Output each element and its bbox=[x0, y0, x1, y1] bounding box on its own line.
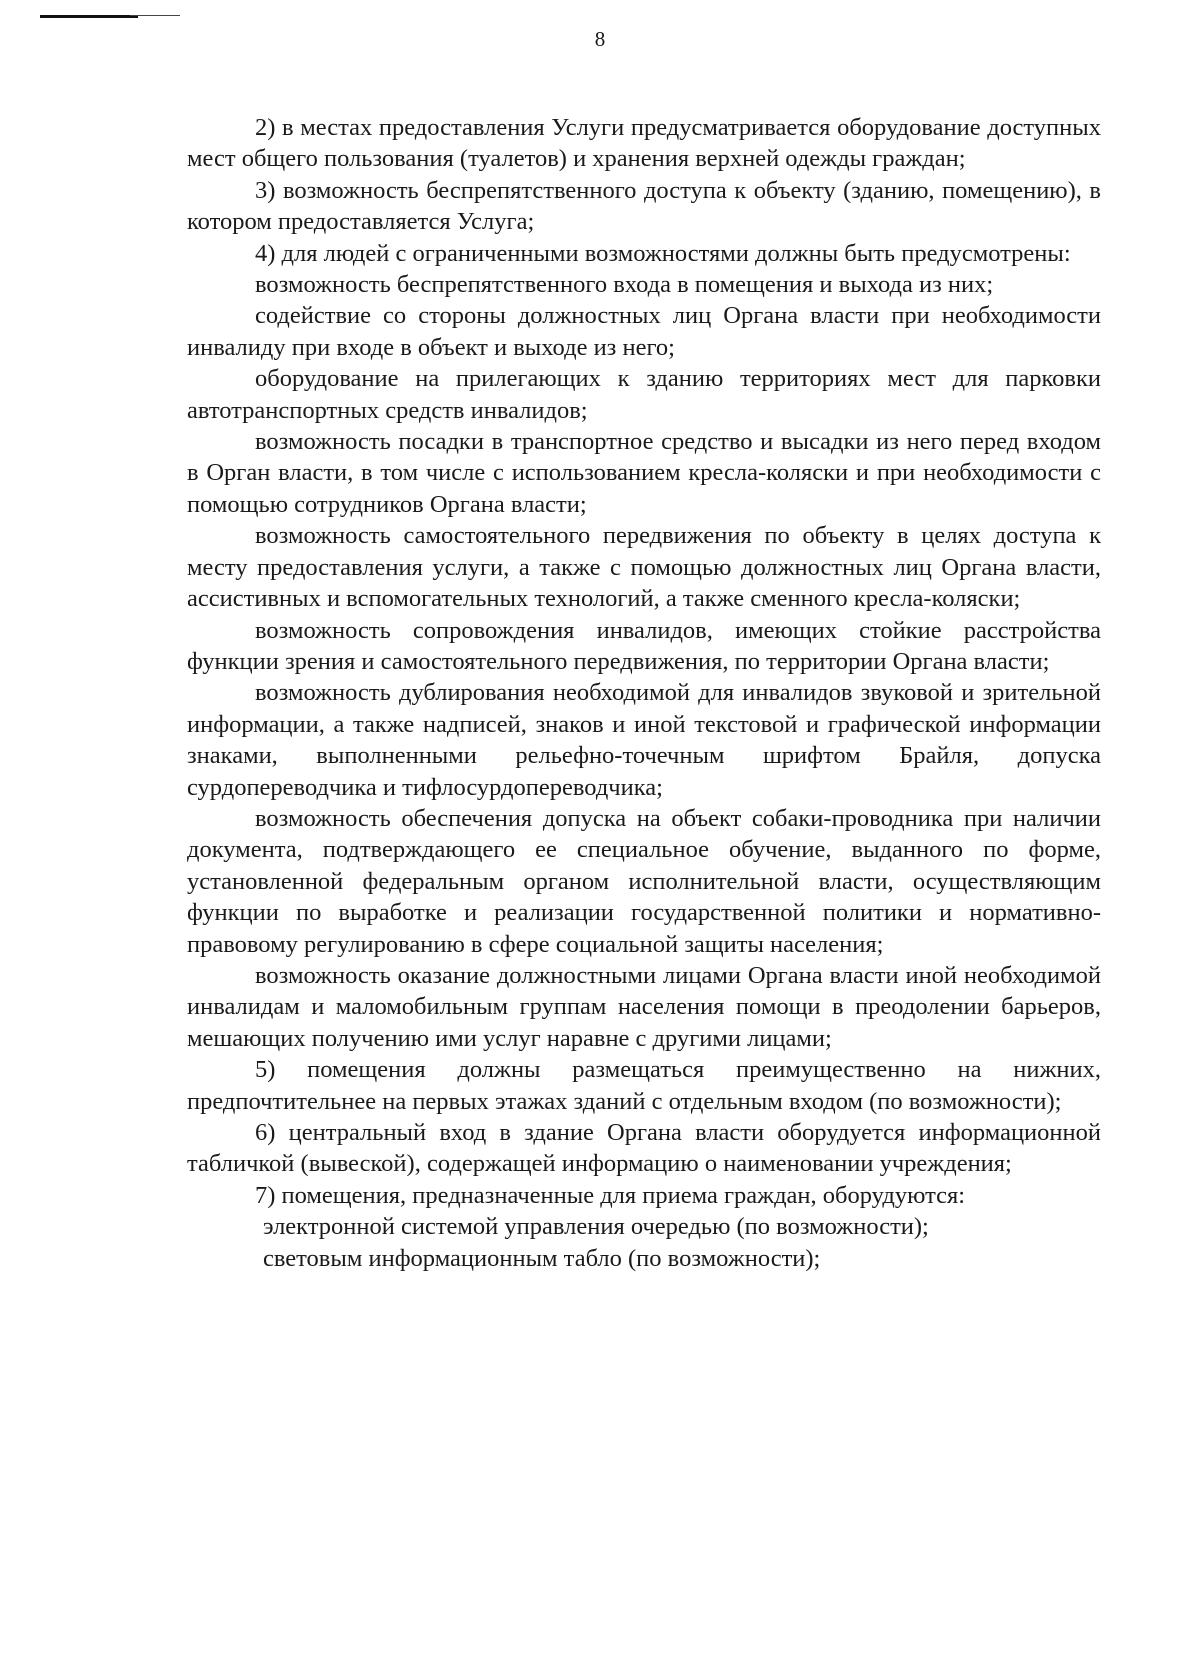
list-item: возможность самостоятельного передвижения по объекту в целях доступа к месту предоставления услуги, а также с помощью должностных лиц Органа власти, ассистивных и вспомогательных технологий, а также сменного кресла-коляски; bbox=[187, 522, 1101, 613]
document-body bbox=[187, 112, 1101, 1274]
scan-artifact-line bbox=[40, 15, 138, 18]
paragraph-7: 7) помещения, предназначенные для приема граждан, оборудуются: bbox=[255, 1181, 966, 1209]
paragraph-6: 6) центральный вход в здание Органа власти оборудуется информационной табличкой (вывеской), содержащей информацию о наименовании учреждения; bbox=[187, 1119, 1101, 1178]
list-item: возможность оказание должностными лицами Органа власти иной необходимой инвалидам и маломобильным группам населения помощи в преодолении барьеров, мешающих получению ими услуг наравне с другими лицами; bbox=[187, 961, 1101, 1052]
paragraph-2: 2) в местах предоставления Услуги предусматривается оборудование доступных мест общего пользования (туалетов) и хранения верхней одежды граждан; bbox=[187, 114, 1101, 173]
paragraph-3: 3) возможность беспрепятственного доступа к объекту (зданию, помещению), в котором предоставляется Услуга; bbox=[187, 176, 1101, 236]
page-number: 8 bbox=[594, 27, 606, 51]
list-item: световым информационным табло (по возможности); bbox=[263, 1244, 821, 1272]
list-item: возможность беспрепятственного входа в помещения и выхода из них; bbox=[255, 271, 994, 299]
list-item: возможность посадки в транспортное средство и высадки из него перед входом в Орган власти, в том числе с использованием кресла-коляски и при необходимости с помощью сотрудников Органа власти; bbox=[187, 428, 1101, 518]
list-item: возможность дублирования необходимой для инвалидов звуковой и зрительной информации, а также надписей, знаков и иной текстовой и графической информации знаками, выполненными рельефно-точечным шрифтом Брайля, допуска сурдопереводчика и тифлосурдопереводчика; bbox=[187, 679, 1101, 801]
list-item: оборудование на прилегающих к зданию территориях мест для парковки автотранспортных средств инвалидов; bbox=[187, 365, 1101, 424]
list-item: возможность сопровождения инвалидов, имеющих стойкие расстройства функции зрения и самостоятельного передвижения, по территории Органа власти; bbox=[187, 616, 1101, 675]
list-item: возможность обеспечения допуска на объект собаки-проводника при наличии документа, подтверждающего ее специальное обучение, выданного по форме, установленной федеральным органом исполнительной власти, осуществляющим функции по выработке и реализации государственной политики и нормативно-правовому регулированию в сфере социальной защиты населения; bbox=[187, 804, 1101, 958]
paragraph-5: 5) помещения должны размещаться преимущественно на нижних, предпочтительнее на первых этажах зданий с отдельным входом (по возможности); bbox=[187, 1056, 1101, 1115]
list-item: содействие со стороны должностных лиц Органа власти при необходимости инвалиду при входе в объект и выходе из него; bbox=[187, 302, 1101, 361]
list-item: электронной системой управления очередью (по возможности); bbox=[263, 1213, 929, 1241]
paragraph-4: 4) для людей с ограниченными возможностями должны быть предусмотрены: bbox=[255, 239, 1071, 267]
